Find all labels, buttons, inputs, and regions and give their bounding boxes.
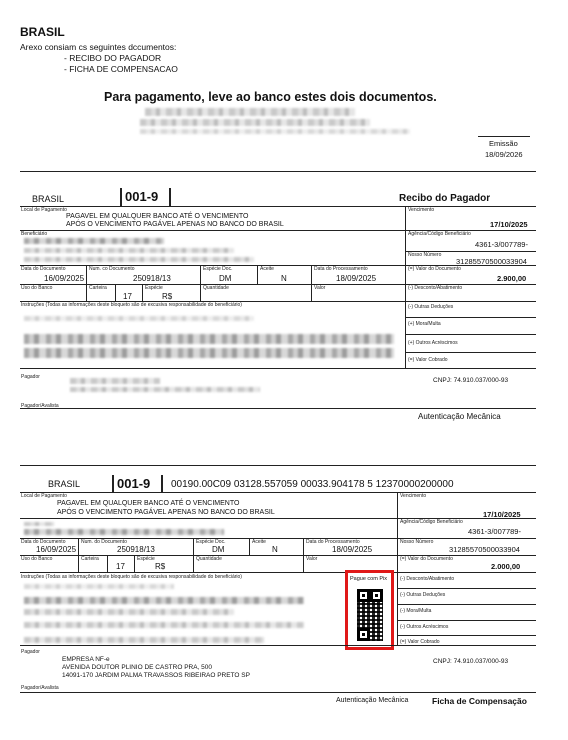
- header-doc1: - RECIBO DO PAGADOR: [64, 53, 162, 63]
- ficha-carteira: 17: [116, 562, 125, 571]
- recibo-num-doc: 250918/13: [133, 274, 171, 283]
- recibo-beneficiario-label: Beneficiário: [21, 231, 48, 237]
- ficha-pagador-addr2: 14091-170 JARDIM PALMA TRAVASSOS RIBEIRAO PRETO SP: [62, 672, 250, 679]
- ficha-especie-doc-label: Espécie Doc.: [196, 539, 226, 545]
- pix-qr-code[interactable]: [357, 589, 383, 641]
- ficha-especie: R$: [155, 562, 166, 571]
- ficha-cnpj: CNPJ: 74.910.037/000-93: [433, 658, 509, 665]
- ficha-valor-doc-label: (=) Valor do Documento: [400, 556, 453, 562]
- recibo-local-line2: APÓS O VENCIMENTO PAGÁVEL APENAS NO BANCO DO BRASIL: [66, 221, 284, 228]
- recibo-especie: R$: [162, 292, 173, 301]
- recibo-local-line1: PAGAVEL EM QUALQUER BANCO ATÉ O VENCIMENTO: [66, 213, 249, 220]
- redacted-ficha-beneficiario: [24, 529, 224, 535]
- ficha-carteira-label: Carteira: [81, 556, 99, 562]
- recibo-agencia: 4361-3/007789-: [475, 240, 528, 249]
- recibo-carteira: 17: [123, 292, 132, 301]
- ficha-valor-cobrado-label: (=) Valor Cobrado: [400, 639, 440, 645]
- ficha-uso-banco-label: Uso do Banco: [21, 556, 53, 562]
- redacted-ficha-instrucoes-5: [24, 637, 264, 643]
- ficha-num-doc-label: Num. do Documento: [81, 539, 127, 545]
- ficha-title: Ficha de Compensação: [432, 696, 527, 706]
- ficha-especie-doc: DM: [212, 545, 225, 554]
- recibo-desconto-label: (-) Desconto/Abatimento: [408, 285, 463, 291]
- recibo-valor-label: Valor: [314, 285, 326, 291]
- redacted-ficha-instrucoes-3: [24, 609, 234, 615]
- ficha-nosso-numero-label: Nosso Número: [400, 539, 434, 545]
- ficha-linha-digitavel: 00190.00C09 03128.557059 00033.904178 5 12370000200000: [171, 479, 454, 490]
- qr-finder-pattern: [357, 628, 370, 641]
- recibo-especie-doc-label: Espécie Doc.: [203, 266, 233, 272]
- recibo-especie-label: Espécie: [145, 285, 163, 291]
- ficha-pagador-name: EMPRESA NF-e: [62, 656, 110, 663]
- ficha-data-doc-label: Data do Documento: [21, 539, 66, 545]
- ficha-valor-label: Valor: [306, 556, 318, 562]
- recibo-valor-doc-label: (=) Valor do Documento: [408, 266, 461, 272]
- recibo-bank-code: 001-9: [125, 189, 159, 204]
- redacted-ficha-instrucoes-4: [24, 622, 304, 628]
- ficha-vencimento-label: Vencimento: [400, 493, 427, 499]
- recibo-aceite: N: [281, 274, 287, 283]
- recibo-nosso-numero-label: Nosso Número: [408, 252, 442, 258]
- ficha-avalista-label: Pagador/Avalista: [21, 685, 59, 691]
- ficha-data-doc: 16/09/2025: [36, 545, 77, 554]
- ficha-aceite: N: [272, 545, 278, 554]
- recibo-pagador-label: Pagador: [21, 374, 40, 380]
- recibo-uso-banco-label: Uso do Banco: [21, 285, 53, 291]
- header-title: BRASIL: [20, 25, 65, 39]
- ficha-bank-name: BRASIL: [48, 479, 81, 489]
- emissao-label: Emissão: [489, 139, 518, 148]
- recibo-mora-label: (+) Mora/Multa: [408, 321, 441, 327]
- redacted-company-name: [145, 108, 355, 116]
- ficha-agencia-label: Agência/Código Beneficiário: [400, 519, 463, 525]
- emissao-date: 18/09/2026: [485, 150, 523, 159]
- ficha-num-doc: 250918/13: [117, 545, 155, 554]
- recibo-avalista-label: Pagador/Avalista: [21, 403, 59, 409]
- recibo-especie-doc: DM: [219, 274, 232, 283]
- recibo-acrescimos-label: (+) Outros Acréscimos: [408, 340, 458, 346]
- recibo-bank-name: BRASIL: [32, 194, 65, 204]
- recibo-local-label: Local de Pagamento: [21, 207, 67, 213]
- recibo-outras-deducoes-label: (-) Outras Deduções: [408, 304, 454, 310]
- ficha-outras-deducoes-label: (-) Outras Deduções: [400, 592, 446, 598]
- ficha-local-line2: APÓS O VENCIMENTO PAGÁVEL APENAS NO BANCO DO BRASIL: [57, 509, 275, 516]
- ficha-agencia: 4361-3/007789-: [468, 527, 521, 536]
- ficha-pix-label: Pague com Pix: [350, 576, 387, 582]
- recibo-title: Recibo do Pagador: [399, 193, 491, 204]
- redacted-instrucoes-1: [24, 316, 254, 321]
- redacted-beneficiario-city: [24, 257, 254, 262]
- qr-finder-pattern: [370, 589, 383, 602]
- redacted-ficha-instrucoes-1: [24, 584, 174, 589]
- redacted-pagador-name: [70, 378, 160, 384]
- redacted-beneficiario: [24, 238, 164, 244]
- recibo-vencimento-label: Vencimento: [408, 207, 435, 213]
- recibo-valor-doc: 2.900,00: [497, 274, 527, 283]
- redacted-pagador-address: [70, 387, 260, 392]
- ficha-pagador-label: Pagador: [21, 649, 40, 655]
- ficha-data-proc-label: Data do Processamento: [306, 539, 360, 545]
- ficha-instrucoes-label: Instruções (Todas as informações deste bloqueto são de excusiva responsabilidade do beneficiário): [21, 574, 242, 580]
- ficha-pagador-addr1: AVENIDA DOUTOR PLINIO DE CASTRO PRA, 500: [62, 664, 213, 671]
- redacted-instrucoes-3: [24, 348, 394, 358]
- recibo-autenticacao: Autenticação Mecânica: [418, 412, 501, 421]
- ficha-especie-label: Espécie: [137, 556, 155, 562]
- ficha-mora-label: (-) Mora/Multa: [400, 608, 432, 614]
- redacted-beneficiario-address: [24, 248, 234, 253]
- redacted-company-address: [140, 119, 370, 126]
- recibo-vencimento: 17/10/2025: [490, 220, 528, 229]
- recibo-carteira-label: Carteira: [89, 285, 107, 291]
- recibo-data-doc-label: Data do Documento: [21, 266, 66, 272]
- ficha-data-proc: 18/09/2025: [332, 545, 373, 554]
- header-intro: Arexo consiam cs seguintes dccumentos:: [20, 42, 177, 52]
- redacted-company-info: [140, 129, 410, 134]
- ficha-quantidade-label: Quantidade: [196, 556, 222, 562]
- recibo-data-proc-label: Data do Processamento: [314, 266, 368, 272]
- ficha-local-label: Local de Pagamento: [21, 493, 67, 499]
- ficha-vencimento: 17/10/2025: [483, 510, 521, 519]
- ficha-acrescimos-label: (-) Outros Acréscimos: [400, 624, 449, 630]
- ficha-bank-code: 001-9: [117, 476, 151, 491]
- recibo-instrucoes-label: Instruções (Todas as informações deste bloqueto são de excusiva responsabilidade do beneficiário): [21, 302, 242, 308]
- recibo-quantidade-label: Quantidade: [203, 285, 229, 291]
- redacted-instrucoes-2: [24, 334, 394, 344]
- header-instruction: Para pagamento, leve ao banco estes dois documentos.: [104, 90, 437, 104]
- recibo-data-proc: 18/09/2025: [336, 274, 377, 283]
- ficha-aceite-label: Aceite: [252, 539, 266, 545]
- ficha-local-line1: PAGAVEL EM QUALQUER BANCO ATÉ O VENCIMENTO: [57, 500, 240, 507]
- recibo-valor-cobrado-label: (=) Valor Cobrado: [408, 357, 448, 363]
- recibo-aceite-label: Aceite: [260, 266, 274, 272]
- recibo-cnpj: CNPJ: 74.910.037/000-93: [433, 377, 509, 384]
- redacted-ficha-beneficiario-label: [24, 522, 54, 526]
- recibo-data-doc: 16/09/2025: [44, 274, 85, 283]
- recibo-agencia-label: Agência/Código Beneficiário: [408, 231, 471, 237]
- ficha-valor-doc: 2.000,00: [491, 562, 521, 571]
- ficha-nosso-numero: 31285570500033904: [449, 545, 520, 554]
- recibo-nosso-numero: 31285570500033904: [456, 257, 527, 266]
- redacted-ficha-instrucoes-2: [24, 597, 304, 604]
- recibo-num-doc-label: Num. co Documento: [89, 266, 135, 272]
- ficha-desconto-label: (-) Desconto/Abatimento: [400, 576, 455, 582]
- ficha-autenticacao: Autenticação Mecânica: [336, 697, 409, 704]
- header-doc2: - FICHA DE COMPENSACAO: [64, 64, 178, 74]
- qr-finder-pattern: [357, 589, 370, 602]
